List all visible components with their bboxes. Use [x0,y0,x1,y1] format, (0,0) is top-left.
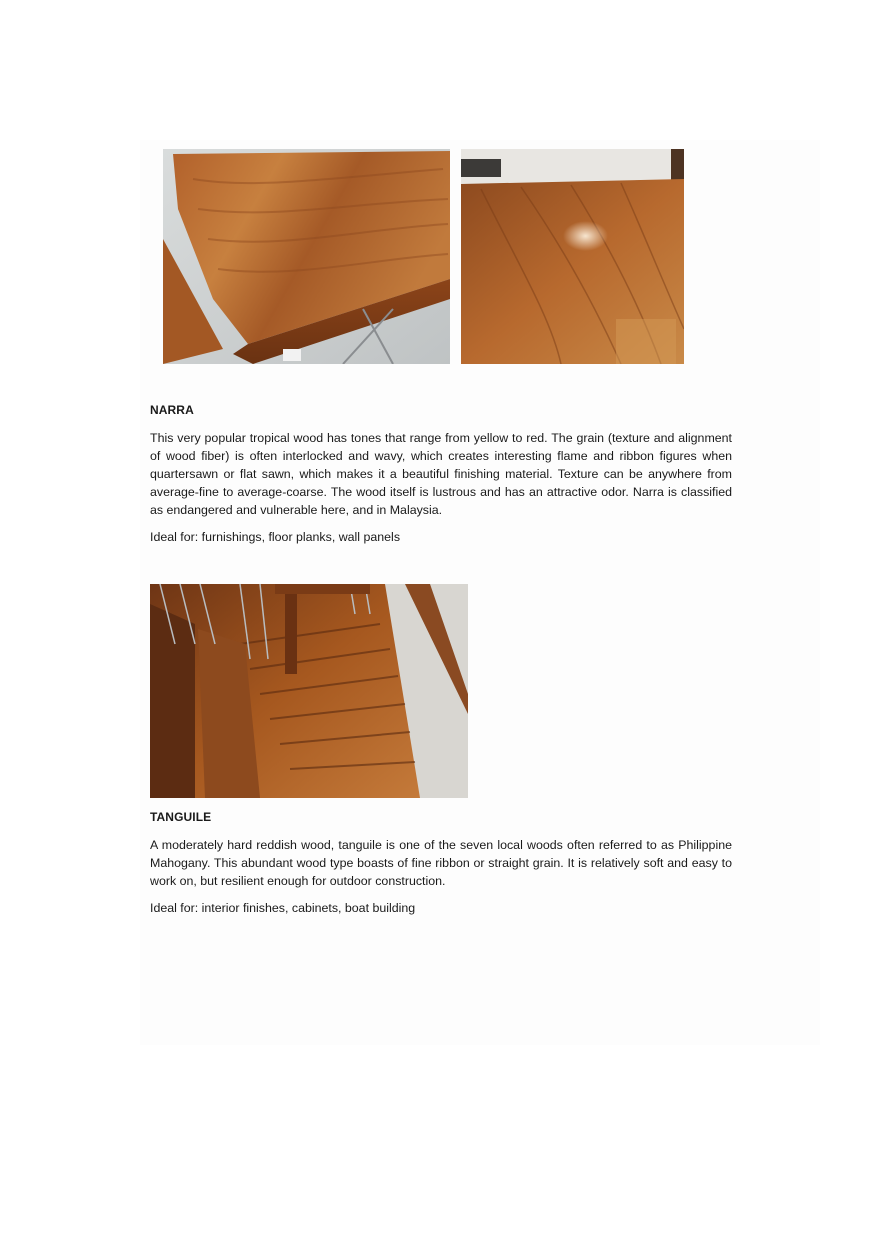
tanguile-ideal-for: Ideal for: interior finishes, cabinets, boat building [150,901,416,915]
narra-floor-photo [461,149,684,364]
tanguile-staircase-photo [150,584,468,798]
tanguile-description: A moderately hard reddish wood, tanguile is one of the seven local woods often referred to as Philippine Mahogany. This abundant wood type boasts of fine ribbon or straight grain. It is relatively soft and easy to work on, but resilient enough for outdoor construction. [150,838,732,888]
narra-description: This very popular tropical wood has tones that range from yellow to red. The grain (texture and alignment of wood fiber) is often interlocked and wavy, which creates interesting flame and ribbon figures when quartersawn or flat sawn, which makes it a beautiful finishing material. Texture can be anywhere from average-fine to average-coarse. The wood itself is lustrous and has an attractive odor. Narra is classified as endangered and vulnerable here, and in Malaysia. [150,431,732,517]
narra-ideal-for: Ideal for: furnishings, floor planks, wall panels [150,530,401,544]
tanguile-title: TANGUILE [150,810,212,824]
narra-title: NARRA [150,403,194,417]
narra-tabletop-photo [163,149,450,364]
